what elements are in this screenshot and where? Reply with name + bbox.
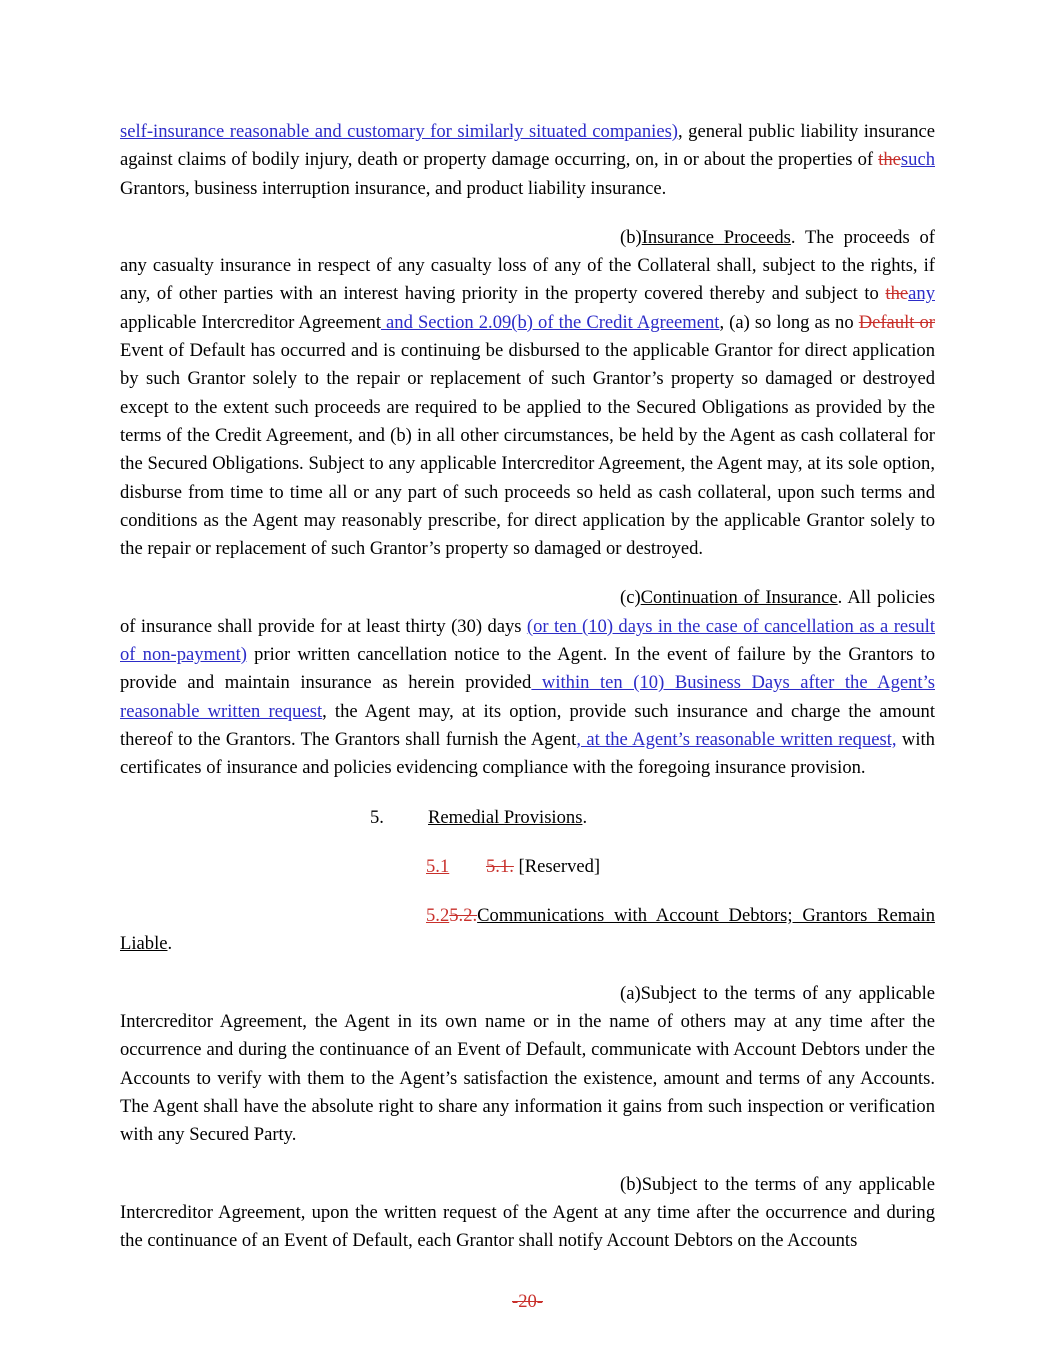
section-number-old: 5.1. <box>486 855 514 877</box>
body-text: . All policies of insurance shall provide for at least thirty (30) days <box>120 587 935 637</box>
section-5-2 <box>120 902 935 959</box>
clause-label: (c) <box>620 587 641 609</box>
deleted-text: the <box>885 283 909 305</box>
body-text: , the Agent may, at its option, provide such insurance and charge the amount thereof to the Grantors. The Grantors shall furnish the Agent <box>120 700 935 750</box>
body-text: . The proceeds of any casualty insurance in respect of any casualty loss of any of the Collateral shall, subject to the rights, if any, of other parties with an interest having priority in the property covered thereby and subject to <box>120 226 935 305</box>
inserted-text: (or ten (10) days in the case of cancellation as a result of non-payment) <box>120 615 935 666</box>
section-title: Remedial Provisions <box>428 806 583 828</box>
paragraph-5-2-b <box>120 1171 935 1256</box>
clause-heading: Continuation of Insurance <box>640 587 838 609</box>
body-text: applicable Intercreditor Agreement <box>120 311 381 333</box>
section-5-heading <box>120 804 935 832</box>
paragraph-5-2-a <box>120 980 935 1150</box>
inserted-text: such <box>900 149 935 171</box>
body-text: Subject to the terms of any applicable Intercreditor Agreement, upon the written request of the Agent at any time after the occurrence and during the continuance of an Event of Default, each Grantor shall notify Account Debtors on the Accounts <box>120 1173 935 1252</box>
body-text: prior written cancellation notice to the Agent. In the event of failure by the Grantors to provide and maintain insurance as herein provided <box>120 644 935 694</box>
inserted-text: , at the Agent’s reasonable written request, <box>576 728 897 750</box>
body-text: Subject to the terms of any applicable Intercreditor Agreement, the Agent in its own name or in the name of others may at any time after the occurrence and during the continuance of an Event of Default, communicate with Account Debtors under the Accounts to verify with them to the Agent’s satisfaction the existence, amount and terms of any Accounts. The Agent shall have the absolute right to share any information it gains from such inspection or verification with any Secured Party. <box>120 982 935 1146</box>
section-number: 5. <box>370 806 384 828</box>
clause-heading: Insurance Proceeds <box>641 226 791 248</box>
page-footer <box>0 1291 1055 1313</box>
page-number: -20- <box>512 1291 543 1312</box>
body-text: Grantors, business interruption insurance, and product liability insurance. <box>120 177 667 199</box>
section-number-old: 5.2. <box>449 905 478 927</box>
section-number-new: 5.2 <box>426 905 450 927</box>
deleted-text: Default or <box>858 311 935 333</box>
body-text: , general public liability insurance against claims of bodily injury, death or property damage occurring, on, in or about the properties of <box>120 121 935 171</box>
body-text: , (a) so long as no <box>719 311 859 333</box>
inserted-text: within ten (10) Business Days after the Agent’s reasonable written request <box>120 672 935 722</box>
clause-label: (b) <box>620 1173 642 1195</box>
paragraph-continuation <box>120 118 935 203</box>
section-5-1 <box>120 853 935 881</box>
section-5-2-title: Communications with Account Debtors; Grantors Remain Liable <box>120 905 935 955</box>
inserted-text: any <box>908 283 935 305</box>
section-number-new: 5.1 <box>426 855 450 877</box>
deleted-text: the <box>878 149 901 171</box>
section-period: . <box>582 806 588 828</box>
inserted-text: and Section 2.09(b) of the Credit Agreement <box>381 311 720 333</box>
clause-label: (a) <box>620 982 641 1004</box>
body-text: with certificates of insurance and policies evidencing compliance with the foregoing insurance provision. <box>120 728 935 779</box>
section-5-1-text: [Reserved] <box>518 855 601 877</box>
inserted-text: self-insurance reasonable and customary for similarly situated companies) <box>120 121 679 142</box>
section-period: . <box>167 933 173 955</box>
paragraph-c-continuation-of-insurance <box>120 584 935 782</box>
body-text: Event of Default has occurred and is continuing be disbursed to the applicable Grantor for direct application by such Grantor solely to the repair or replacement of such Grantor’s property so damaged or destroyed except to the extent such proceeds are required to be applied to the Secured Obligations as provided by the terms of the Credit Agreement, and (b) in all other circumstances, be held by the Agent as cash collateral for the Secured Obligations. Subject to any applicable Intercreditor Agreement, the Agent may, at its sole option, disburse from time to time all or any part of such proceeds so held as cash collateral, upon such terms and conditions as the Agent may reasonably prescribe, for direct application by the applicable Grantor solely to the repair or replacement of such Grantor’s property so damaged or destroyed. <box>120 340 935 560</box>
clause-label: (b) <box>620 226 642 248</box>
paragraph-b-insurance-proceeds <box>120 224 935 564</box>
